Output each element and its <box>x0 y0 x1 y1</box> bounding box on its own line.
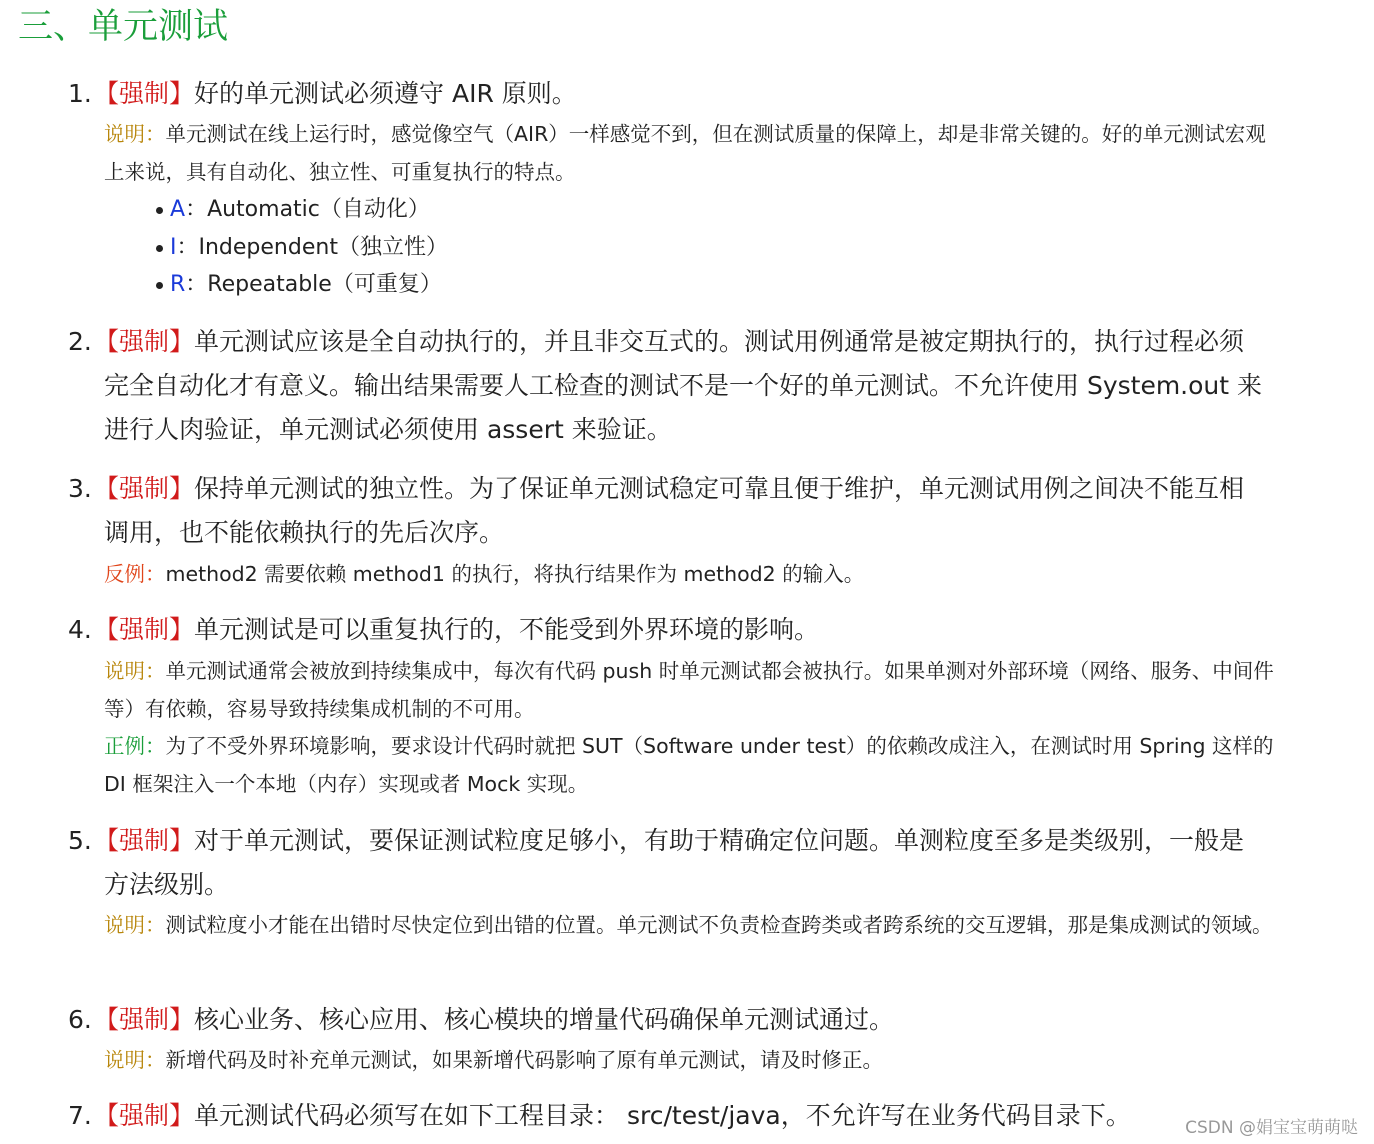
section-title: 三、单元测试 <box>18 7 229 47</box>
rule-text: 单元测试应该是全自动执行的，并且非交互式的。测试用例通常是被定期执行的，执行过程必须 <box>194 327 1245 356</box>
mandatory-tag: 【强制】 <box>94 1005 195 1034</box>
explain-label: 说明： <box>104 913 166 937</box>
rule-text-line-2: 方法级别。 <box>104 870 230 899</box>
note-text: method2 需要依赖 method1 的执行，将执行结果作为 method2 的输入。 <box>165 562 865 586</box>
rule-heading <box>94 1094 1164 1138</box>
mandatory-tag: 【强制】 <box>94 615 195 644</box>
rule-number: 6. <box>68 1005 92 1034</box>
bullet-letter: R <box>170 272 186 297</box>
rule-number: 7. <box>68 1101 92 1130</box>
rule-heading <box>94 819 1284 907</box>
csdn-watermark: CSDN @娟宝宝萌萌哒 <box>1185 1118 1358 1138</box>
mandatory-tag: 【强制】 <box>94 327 195 356</box>
rule-heading <box>94 72 1284 116</box>
rule-number: 5. <box>68 826 92 855</box>
list-item <box>156 191 448 229</box>
rule-number: 2. <box>68 327 92 356</box>
rule-heading <box>94 467 1284 555</box>
rule-text: 保持单元测试的独立性。为了保证单元测试稳定可靠且便于维护，单元测试用例之间决不能互相 <box>194 474 1245 503</box>
counter-example-note <box>104 556 1284 594</box>
rule-text: 单元测试代码必须写在如下工程目录： src/test/java，不允许写在业务代码目录下。 <box>194 1101 1131 1130</box>
rule-text-line-3: 进行人肉验证，单元测试必须使用 assert 来验证。 <box>104 415 672 444</box>
rule-heading <box>94 608 1284 652</box>
bullet-text: ：Repeatable（可重复） <box>185 272 442 297</box>
bullet-letter: A <box>170 197 186 222</box>
note-text: 单元测试通常会被放到持续集成中，每次有代码 push 时单元测试都会被执行。如果单测对外部环境（网络、服务、中间件等）有依赖，容易导致持续集成机制的不可用。 <box>104 659 1274 721</box>
mandatory-tag: 【强制】 <box>94 79 195 108</box>
air-bullet-list <box>156 191 448 304</box>
positive-example-note <box>104 728 1284 803</box>
rule-text-line-2: 调用，也不能依赖执行的先后次序。 <box>104 518 505 547</box>
note-text: 新增代码及时补充单元测试，如果新增代码影响了原有单元测试，请及时修正。 <box>165 1048 883 1072</box>
explain-note <box>104 653 1284 728</box>
list-item <box>156 229 448 267</box>
rule-number: 1. <box>68 79 92 108</box>
rule-heading <box>94 998 1284 1042</box>
rule-text: 好的单元测试必须遵守 AIR 原则。 <box>194 79 577 108</box>
rule-number: 4. <box>68 615 92 644</box>
mandatory-tag: 【强制】 <box>94 1101 195 1130</box>
mandatory-tag: 【强制】 <box>94 826 195 855</box>
explain-note <box>104 907 1284 945</box>
mandatory-tag: 【强制】 <box>94 474 195 503</box>
note-text: 单元测试在线上运行时，感觉像空气（AIR）一样感觉不到，但在测试质量的保障上，却是非常关键的。好的单元测试宏观上来说，具有自动化、独立性、可重复执行的特点。 <box>104 122 1266 184</box>
rule-text-line-2: 完全自动化才有意义。输出结果需要人工检查的测试不是一个好的单元测试。不允许使用 System.out 来 <box>104 371 1263 400</box>
note-text: 测试粒度小才能在出错时尽快定位到出错的位置。单元测试不负责检查跨类或者跨系统的交互逻辑，那是集成测试的领域。 <box>165 913 1273 937</box>
bullet-letter: I <box>170 234 177 260</box>
bullet-text: ：Independent（独立性） <box>176 234 448 260</box>
rule-number: 3. <box>68 474 92 503</box>
rule-heading <box>94 320 1284 452</box>
explain-label: 说明： <box>104 1048 166 1072</box>
counter-example-label: 反例： <box>104 562 166 586</box>
bullet-text: ：Automatic（自动化） <box>185 197 430 222</box>
rule-text: 核心业务、核心应用、核心模块的增量代码确保单元测试通过。 <box>194 1005 895 1034</box>
rule-text: 对于单元测试，要保证测试粒度足够小，有助于精确定位问题。单测粒度至多是类级别，一般是 <box>194 826 1245 855</box>
explain-note <box>104 116 1284 191</box>
positive-example-label: 正例： <box>104 734 166 758</box>
list-item <box>156 266 448 304</box>
explain-label: 说明： <box>104 122 166 146</box>
explain-label: 说明： <box>104 659 166 683</box>
rule-text: 单元测试是可以重复执行的，不能受到外界环境的影响。 <box>194 615 820 644</box>
explain-note <box>104 1042 1284 1080</box>
note-text: 为了不受外界环境影响，要求设计代码时就把 SUT（Software under test）的依赖改成注入，在测试时用 Spring 这样的 DI 框架注入一个本地（内存）实现或者 Mock 实现。 <box>104 734 1274 796</box>
